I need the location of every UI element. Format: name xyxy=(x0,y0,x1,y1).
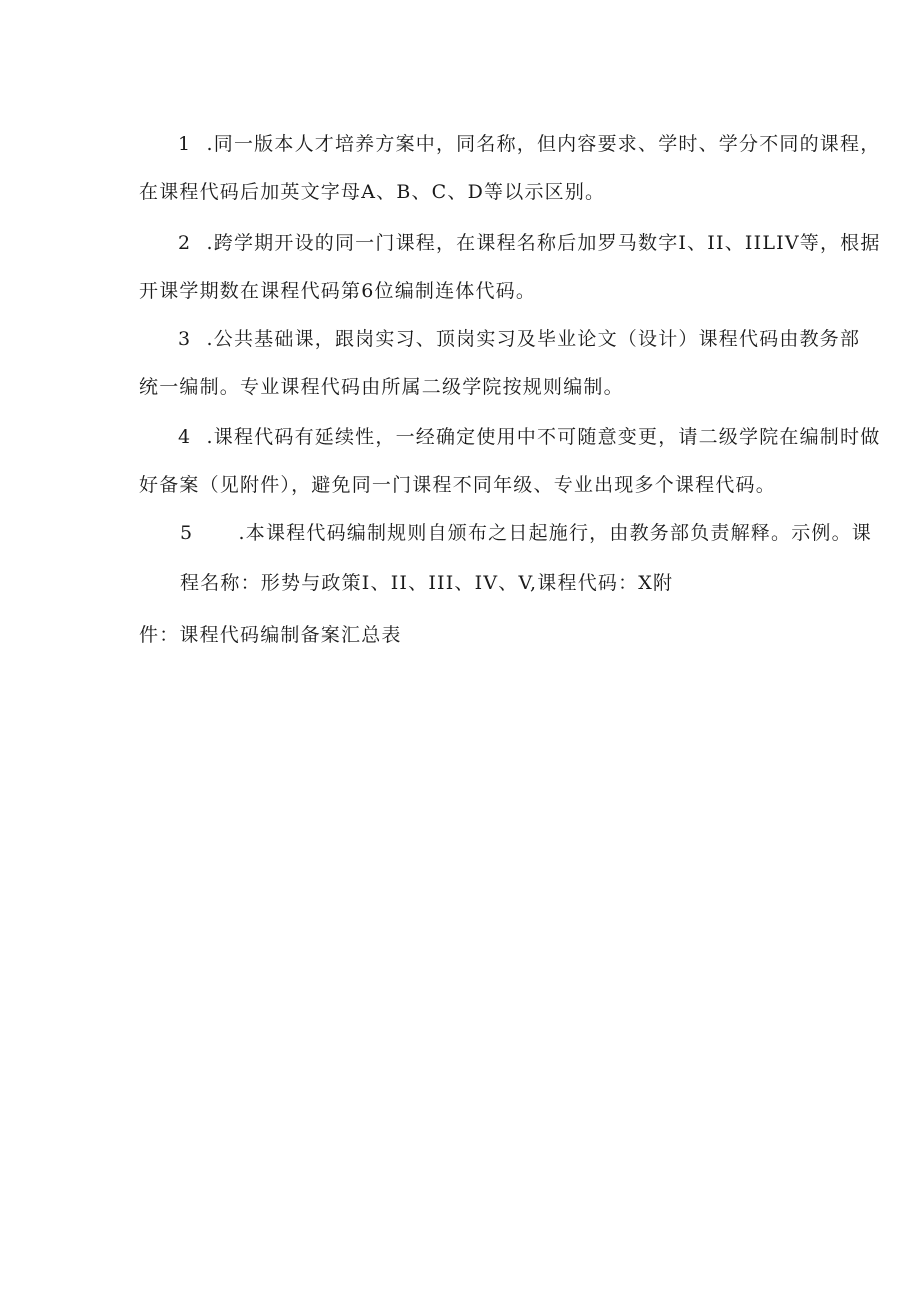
item-2-number: 2 xyxy=(178,232,192,254)
item-1-text-1: .同一版本人才培养方案中，同名称，但内容要求、学时、学分不同的课程， xyxy=(206,133,881,155)
item-3-line-1 xyxy=(178,327,860,351)
item-4-line-2: 好备案（见附件），避免同一门课程不同年级、专业出现多个课程代码。 xyxy=(139,474,776,496)
item-3-text-1: .公共基础课，跟岗实习、顶岗实习及毕业论文（设计）课程代码由教务部 xyxy=(206,328,861,350)
item-5-line-1 xyxy=(180,521,872,545)
item-2-line-1 xyxy=(178,231,881,255)
item-4-number: 4 xyxy=(178,426,192,448)
item-5-line-2: 程名称：形势与政策I、II、III、IV、V,课程代码：X附 xyxy=(180,572,674,594)
item-1-line-2: 在课程代码后加英文字母A、B、C、D等以示区别。 xyxy=(139,181,606,203)
item-1-number: 1 xyxy=(178,133,192,155)
item-4-text-1: .课程代码有延续性，一经确定使用中不可随意变更，请二级学院在编制时做 xyxy=(206,426,881,448)
item-1-line-1 xyxy=(178,132,880,156)
item-5-number: 5 xyxy=(180,522,194,544)
attachment-line: 件：课程代码编制备案汇总表 xyxy=(139,624,402,646)
item-3-number: 3 xyxy=(178,328,192,350)
item-5-text-1: .本课程代码编制规则自颁布之日起施行，由教务部负责解释。示例。课 xyxy=(238,522,872,544)
item-2-line-2: 开课学期数在课程代码第6位编制连体代码。 xyxy=(139,280,537,302)
item-3-line-2: 统一编制。专业课程代码由所属二级学院按规则编制。 xyxy=(139,376,624,398)
item-4-line-1 xyxy=(178,425,880,449)
item-2-text-1: .跨学期开设的同一门课程，在课程名称后加罗马数字I、II、IILIV等，根据 xyxy=(206,232,881,254)
